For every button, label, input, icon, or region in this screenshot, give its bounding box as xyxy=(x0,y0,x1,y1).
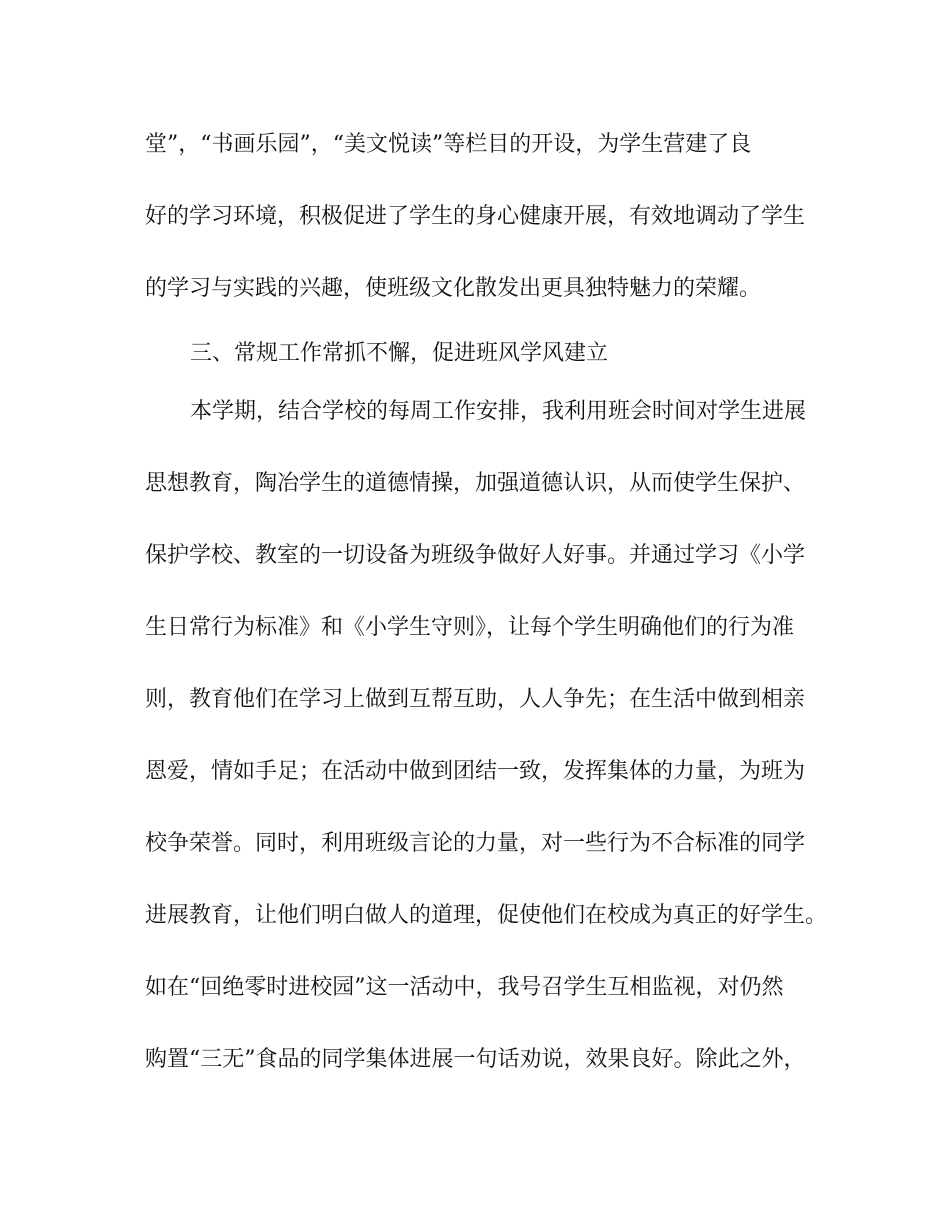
paragraph-line: 保护学校、教室的一切设备为班级争做好人好事。并通过学习《小学 xyxy=(145,543,806,568)
paragraph-line: 校争荣誉。同时，利用班级言论的力量，对一些行为不合标准的同学 xyxy=(145,831,806,856)
paragraph-line: 堂”，“书画乐园”，“美文悦读”等栏目的开设，为学生营建了良 xyxy=(145,132,752,157)
paragraph-line: 购置“三无”食品的同学集体进展一句话劝说，效果良好。除此之外， xyxy=(145,1047,806,1072)
paragraph-line: 思想教育，陶冶学生的道德情操，加强道德认识，从而使学生保护、 xyxy=(145,471,806,496)
paragraph-line: 好的学习环境，积极促进了学生的身心健康开展，有效地调动了学生 xyxy=(145,204,806,229)
paragraph-line: 的学习与实践的兴趣，使班级文化散发出更具独特魅力的荣耀。 xyxy=(145,276,762,301)
paragraph-line: 进展教育，让他们明白做人的道理，促使他们在校成为真正的好学生。 xyxy=(145,903,828,928)
paragraph-line: 生日常行为标准》和《小学生守则》，让每个学生明确他们的行为准 xyxy=(145,615,795,640)
paragraph-line: 则，教育他们在学习上做到互帮互助，人人争先；在生活中做到相亲 xyxy=(145,687,806,712)
section-heading: 三、常规工作常抓不懈，促进班风学风建立 xyxy=(190,341,609,366)
paragraph-line: 本学期，结合学校的每周工作安排，我利用班会时间对学生进展 xyxy=(190,399,807,424)
paragraph-line: 如在“回绝零时进校园”这一活动中，我号召学生互相监视，对仍然 xyxy=(145,975,784,1000)
paragraph-line: 恩爱，情如手足；在活动中做到团结一致，发挥集体的力量，为班为 xyxy=(145,759,806,784)
